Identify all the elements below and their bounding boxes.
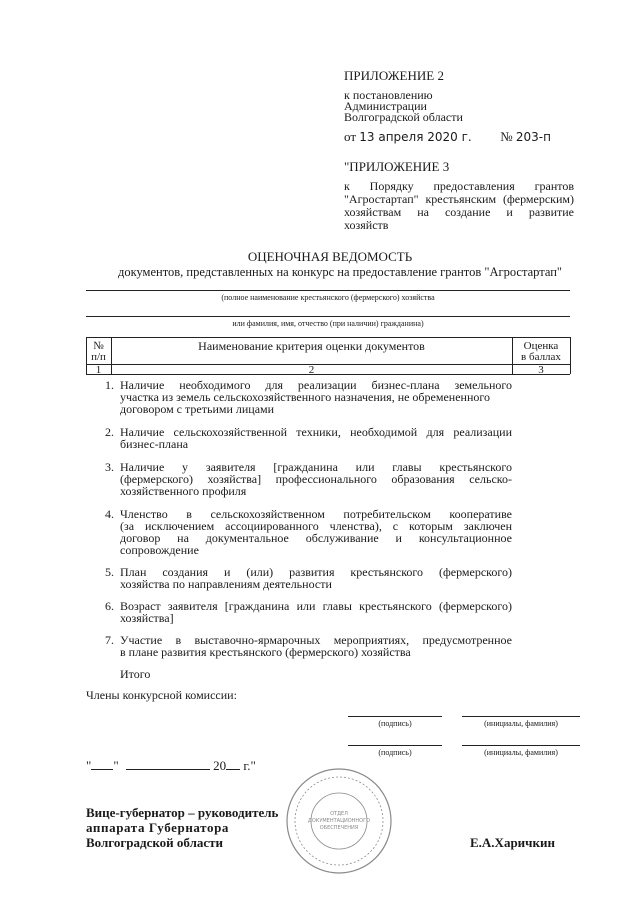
- applicant-name-caption: (полное наименование крестьянского (фермерского) хозяйства: [221, 293, 435, 302]
- col-score-header-b: в баллах: [521, 351, 561, 363]
- svg-text:ДОКУМЕНТАЦИОННОГО: ДОКУМЕНТАЦИОННОГО: [307, 818, 371, 824]
- appendix2-line1: к постановлению: [344, 88, 433, 102]
- col-index-1: 1: [95, 364, 102, 376]
- col-num-header-a: №: [93, 340, 104, 352]
- appendix3-line1: к Порядку предоставления грантов: [344, 179, 574, 193]
- appendix3-line4: хозяйств: [344, 218, 389, 232]
- seal-stamp: [284, 766, 394, 876]
- applicant-name-line: [86, 290, 570, 291]
- svg-text:ОТДЕЛ: ОТДЕЛ: [330, 811, 348, 817]
- page-title: ОЦЕНОЧНАЯ ВЕДОМОСТЬ: [247, 249, 413, 264]
- page-subtitle: документов, представленных на конкурс на предоставление грантов "Агростартап": [117, 265, 563, 279]
- date-line: " " 20 г.": [86, 758, 256, 773]
- number-value: 203-п: [515, 130, 551, 144]
- signatory-position-3: Волгоградской области: [86, 835, 224, 850]
- appendix3-line3: хозяйствам на создание и развитие: [344, 205, 574, 219]
- col-num-header-b: п/п: [91, 351, 106, 363]
- col-index-2: 2: [308, 364, 315, 376]
- appendix2-title: ПРИЛОЖЕНИЕ 2: [344, 68, 444, 83]
- appendix2-line3: Волгоградской области: [344, 110, 463, 124]
- col-score-header-a: Оценка: [523, 340, 559, 352]
- appendix3-title: "ПРИЛОЖЕНИЕ 3: [344, 159, 450, 174]
- signatory-position-1: Вице-губернатор – руководитель: [86, 805, 279, 820]
- decree-date-row: [344, 131, 551, 143]
- applicant-fio-caption: или фамилия, имя, отчество (при наличии) гражданина): [232, 319, 424, 328]
- total-label: Итого: [120, 667, 151, 681]
- applicant-fio-line: [86, 316, 570, 317]
- signatory-position-2: аппарата Губернатора: [86, 820, 230, 835]
- date-value: 13 апреля 2020 г.: [359, 130, 472, 144]
- commission-label: Члены конкурсной комиссии:: [86, 688, 237, 702]
- appendix2-line2: Администрации: [344, 99, 427, 113]
- number-prefix: №: [500, 129, 513, 144]
- col-criterion-header: Наименование критерия оценки документов: [198, 339, 425, 353]
- col-index-3: 3: [538, 364, 544, 376]
- appendix3-line2: "Агростартап" крестьянским (фермерским): [344, 192, 574, 206]
- svg-text:ОБЕСПЕЧЕНИЯ: ОБЕСПЕЧЕНИЯ: [319, 825, 359, 831]
- signatory-name: Е.А.Харичкин: [470, 835, 555, 850]
- date-prefix: от: [344, 129, 357, 144]
